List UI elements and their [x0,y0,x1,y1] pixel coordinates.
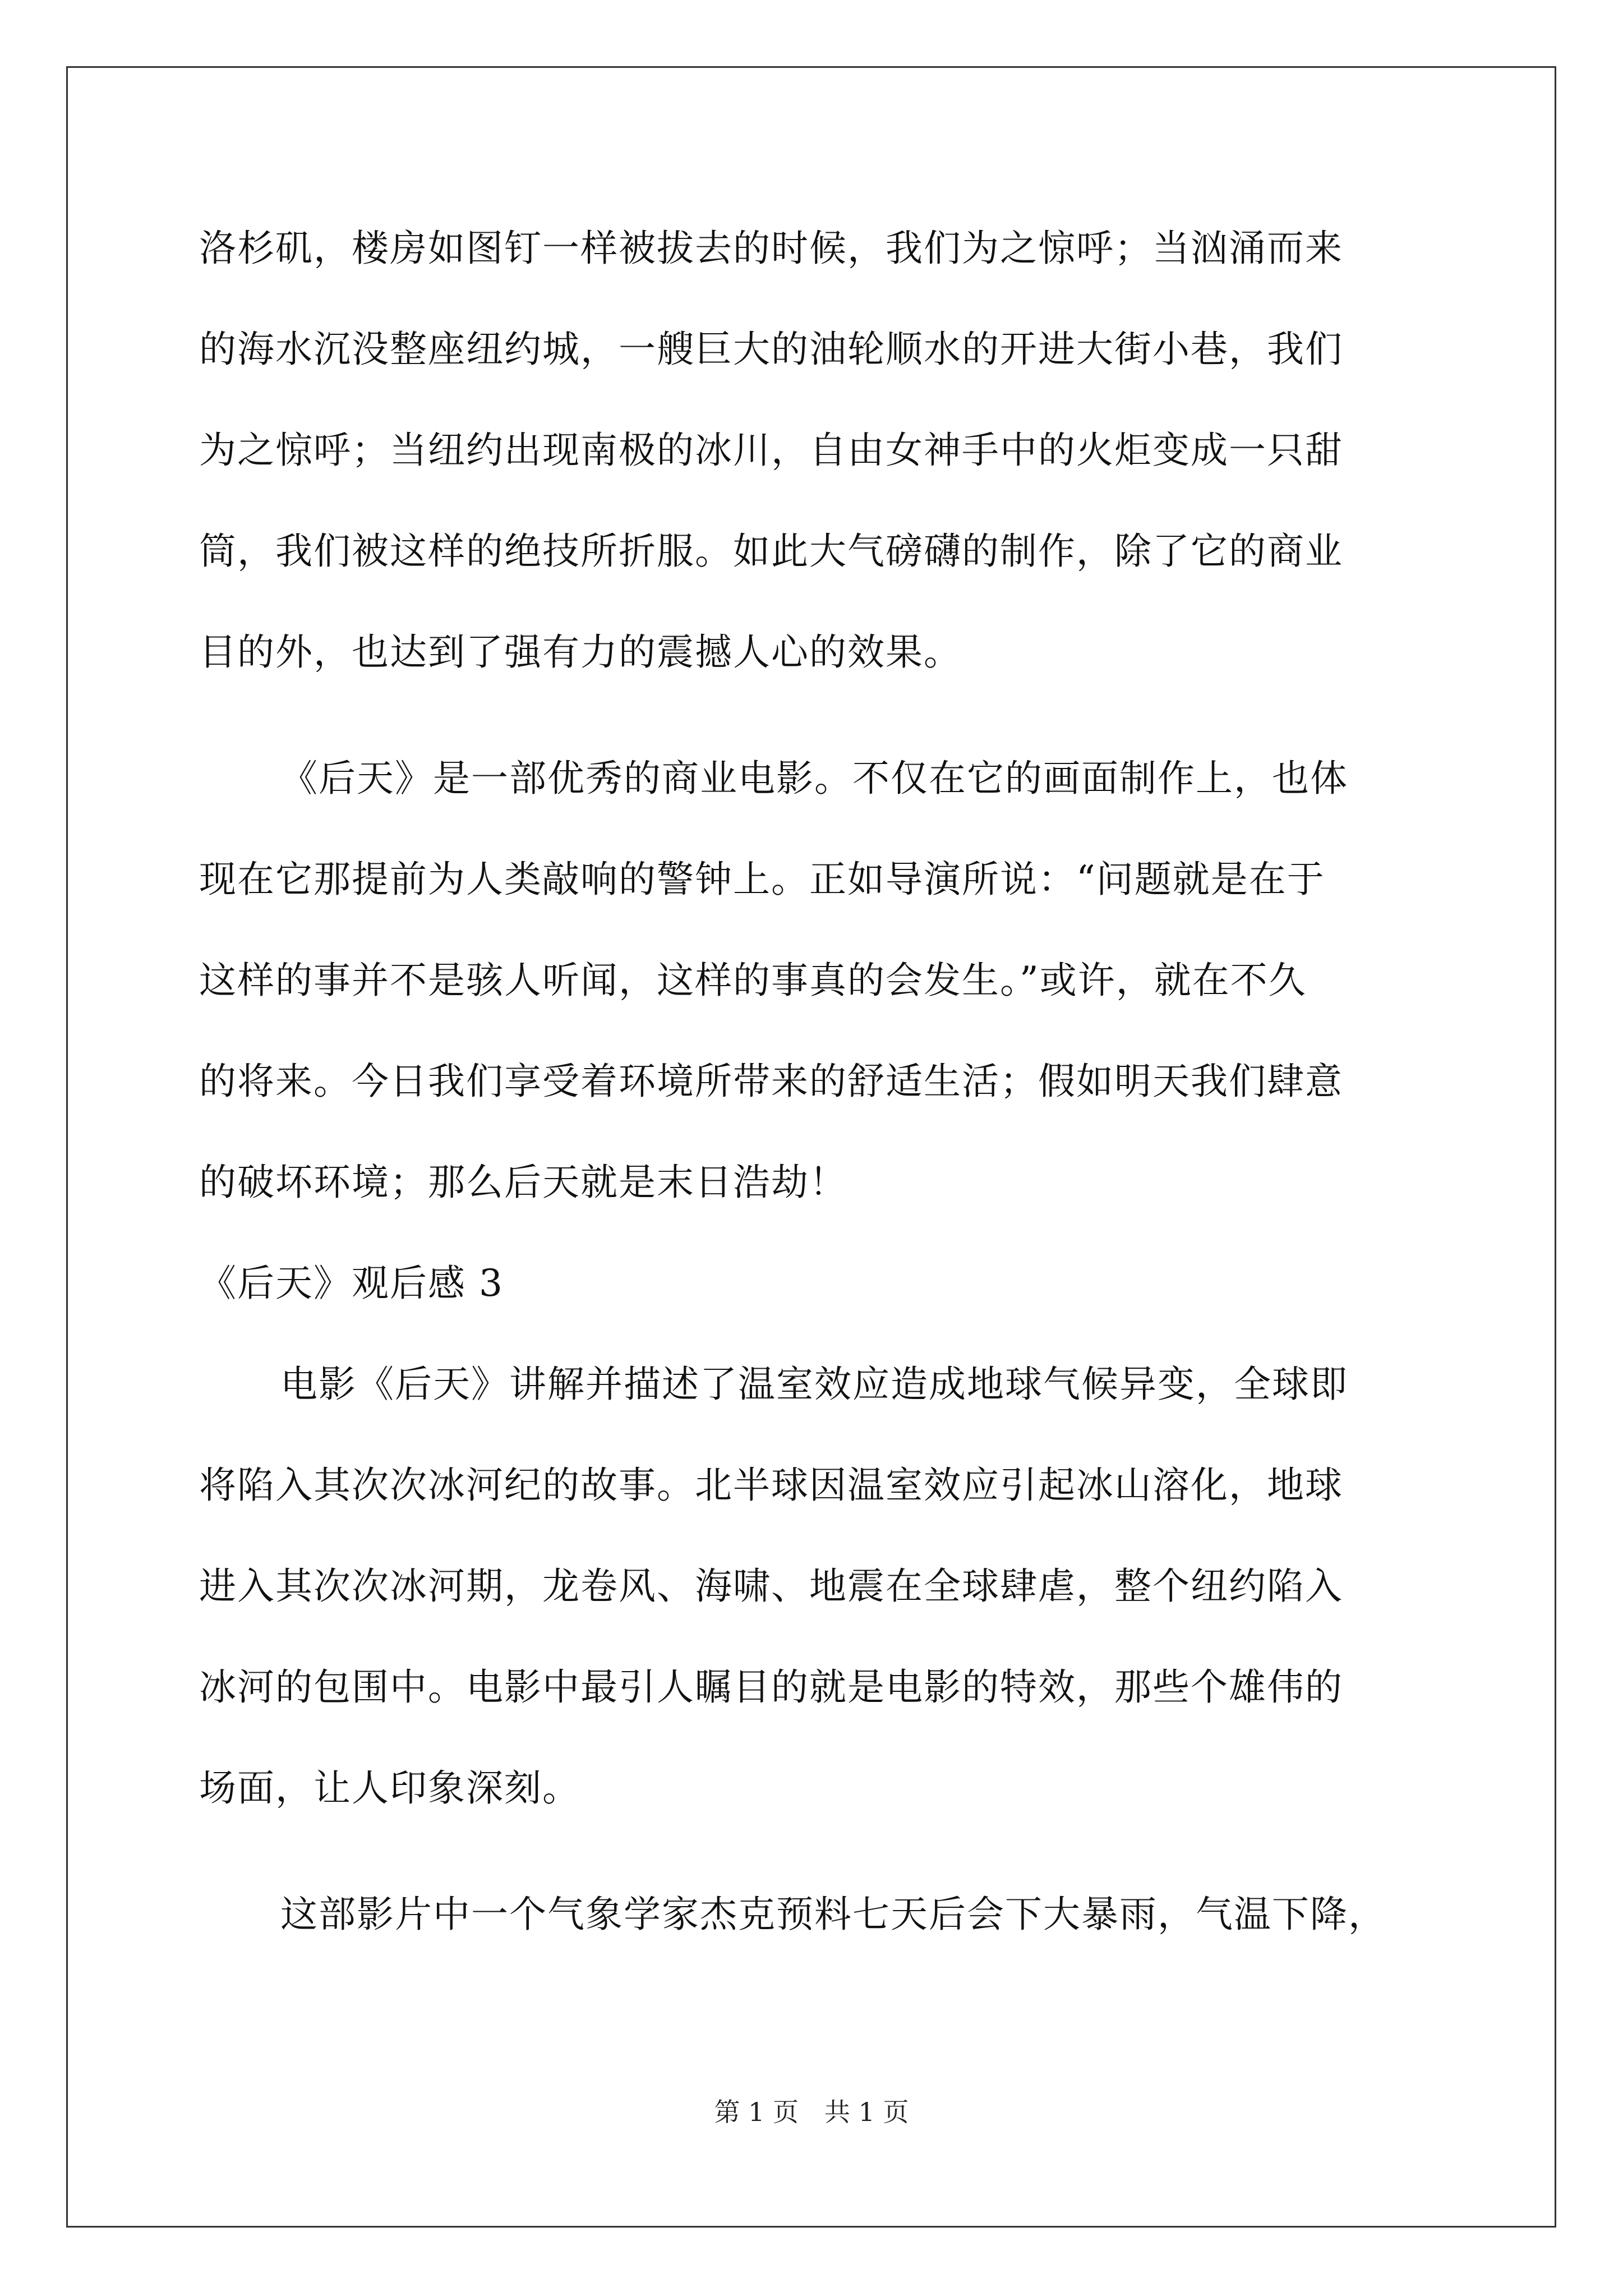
section-heading: 《后天》观后感 3 [199,1262,504,1305]
paragraph-2-line-4: 的将来。今日我们享受着环境所带来的舒适生活；假如明天我们肆意 [199,1060,1343,1103]
paragraph-3-line-1: 电影《后天》讲解并描述了温室效应造成地球气候异变，全球即 [280,1363,1348,1406]
paragraph-1-line-3: 为之惊呼；当纽约出现南极的冰川，自由女神手中的火炬变成一只甜 [199,429,1343,472]
paragraph-2-line-2: 现在它那提前为人类敲响的警钟上。正如导演所说：“问题就是在于 [199,858,1325,901]
paragraph-3-line-3: 进入其次次冰河期，龙卷风、海啸、地震在全球肆虐，整个纽约陷入 [199,1565,1343,1608]
paragraph-1-line-2: 的海水沉没整座纽约城，一艘巨大的油轮顺水的开进大街小巷，我们 [199,328,1343,371]
paragraph-1-line-4: 筒，我们被这样的绝技所折服。如此大气磅礴的制作，除了它的商业 [199,530,1343,573]
paragraph-2-line-1: 《后天》是一部优秀的商业电影。不仅在它的画面制作上，也体 [280,757,1348,800]
paragraph-4-line-1: 这部影片中一个气象学家杰克预料七天后会下大暴雨，气温下降， [280,1893,1386,1936]
paragraph-3-line-2: 将陷入其次次冰河纪的故事。北半球因温室效应引起冰山溶化，地球 [199,1464,1343,1507]
paragraph-3-line-5: 场面，让人印象深刻。 [199,1766,580,1810]
paragraph-1-line-1: 洛杉矶，楼房如图钉一样被拔去的时候，我们为之惊呼；当汹涌而来 [199,227,1343,270]
page-footer: 第 1 页 共 1 页 [714,2097,909,2127]
paragraph-2-line-3: 这样的事并不是骇人听闻，这样的事真的会发生。”或许，就在不久 [199,959,1307,1002]
paragraph-1-line-5: 目的外，也达到了强有力的震撼人心的效果。 [199,631,962,674]
paragraph-2-line-5: 的破坏环境；那么后天就是末日浩劫！ [199,1161,847,1204]
paragraph-3-line-4: 冰河的包围中。电影中最引人瞩目的就是电影的特效，那些个雄伟的 [199,1665,1343,1709]
